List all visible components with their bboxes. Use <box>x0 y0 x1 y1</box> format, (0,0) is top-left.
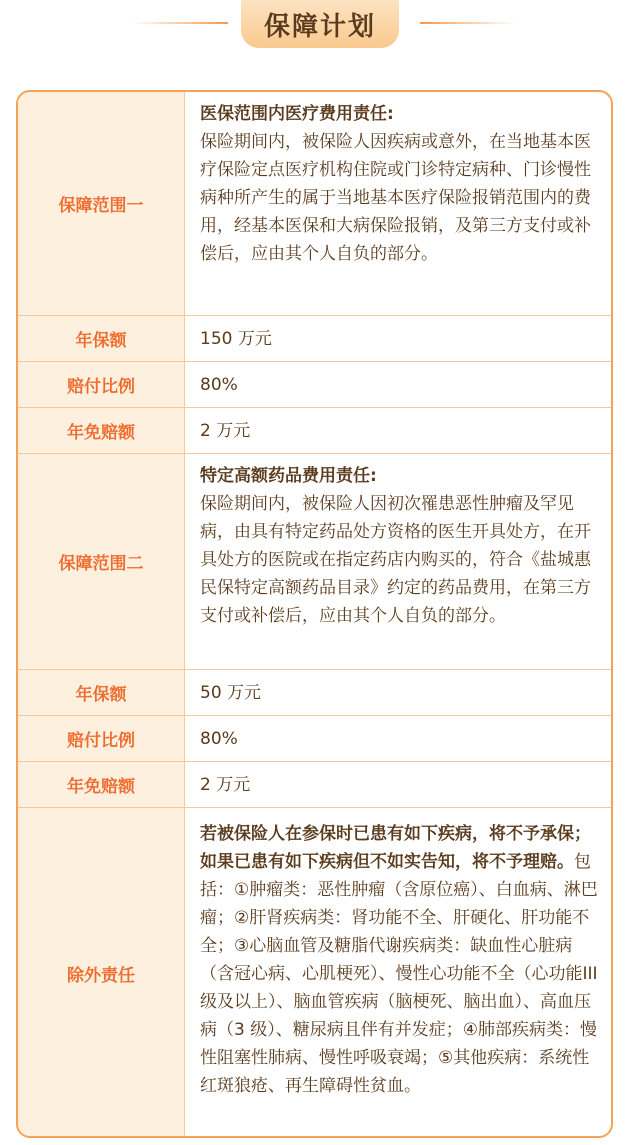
table-row-ratio-1 <box>18 362 611 408</box>
row-value: 80% <box>200 374 238 395</box>
exclusion-list: 包括：①肿瘤类：恶性肿瘤（含原位癌）、白血病、淋巴瘤；②肝肾疾病类：肾功能不全、肝硬化、肝功能不全；③心脑血管及糖脂代谢疾病类：缺血性心脏病（含冠心病、心肌梗死）、慢性心功能不全（心功能III级及以上）、脑血管疾病（脑梗死、脑出血）、高血压病（3 级）、糖尿病且伴有并发症；④肺部疾病类：慢性阻塞性肺病、慢性呼吸衰竭；⑤其他疾病：系统性红斑狼疮、再生障碍性贫血。 <box>200 852 598 1096</box>
section-title: 保障计划 <box>241 0 399 48</box>
row-value: 2 万元 <box>200 420 251 441</box>
table-row-deductible-2 <box>18 762 611 808</box>
row-label: 赔付比例 <box>18 362 185 407</box>
row-label: 保障范围二 <box>18 454 185 669</box>
table-row-scope-1 <box>18 92 611 316</box>
row-value <box>185 92 611 315</box>
row-value: 150 万元 <box>200 328 272 349</box>
row-value <box>185 454 611 669</box>
table-row-scope-2 <box>18 454 611 670</box>
row-label: 年免赔额 <box>18 762 185 807</box>
section-header <box>0 0 641 58</box>
table-row-annual-limit-1 <box>18 316 611 362</box>
table-row-deductible-1 <box>18 408 611 454</box>
exclusion-warning: 若被保险人在参保时已患有如下疾病，将不予承保；如果已患有如下疾病但不如实告知，将不予理赔。 <box>200 824 591 872</box>
header-decor-line-right <box>420 22 516 24</box>
row-label: 保障范围一 <box>18 92 185 315</box>
row-value: 80% <box>200 728 238 749</box>
coverage-title: 医保范围内医疗费用责任: <box>200 104 394 124</box>
row-value: 50 万元 <box>200 682 262 703</box>
coverage-table <box>16 90 613 1138</box>
table-row-exclusions <box>18 808 611 1138</box>
coverage-title: 特定高额药品费用责任: <box>200 466 377 486</box>
row-value: 2 万元 <box>200 774 251 795</box>
exclusion-text <box>200 820 599 1100</box>
row-label: 年免赔额 <box>18 408 185 453</box>
coverage-description: 保险期间内，被保险人因初次罹患恶性肿瘤及罕见病，由具有特定药品处方资格的医生开具处方，在开具处方的医院或在指定药店内购买的，符合《盐城惠民保特定高额药品目录》约定的药品费用，在第三方支付或补偿后，应由其个人自负的部分。 <box>200 494 591 626</box>
row-label: 年保额 <box>18 316 185 361</box>
coverage-description: 保险期间内，被保险人因疾病或意外，在当地基本医疗保险定点医疗机构住院或门诊特定病种、门诊慢性病种所产生的属于当地基本医疗保险报销范围内的费用，经基本医保和大病保险报销，及第三方支付或补偿后，应由其个人自负的部分。 <box>200 132 591 264</box>
row-label: 除外责任 <box>18 808 185 1138</box>
table-row-ratio-2 <box>18 716 611 762</box>
row-label: 年保额 <box>18 670 185 715</box>
table-row-annual-limit-2 <box>18 670 611 716</box>
row-label: 赔付比例 <box>18 716 185 761</box>
row-value <box>185 808 611 1138</box>
header-decor-line-left <box>132 22 228 24</box>
